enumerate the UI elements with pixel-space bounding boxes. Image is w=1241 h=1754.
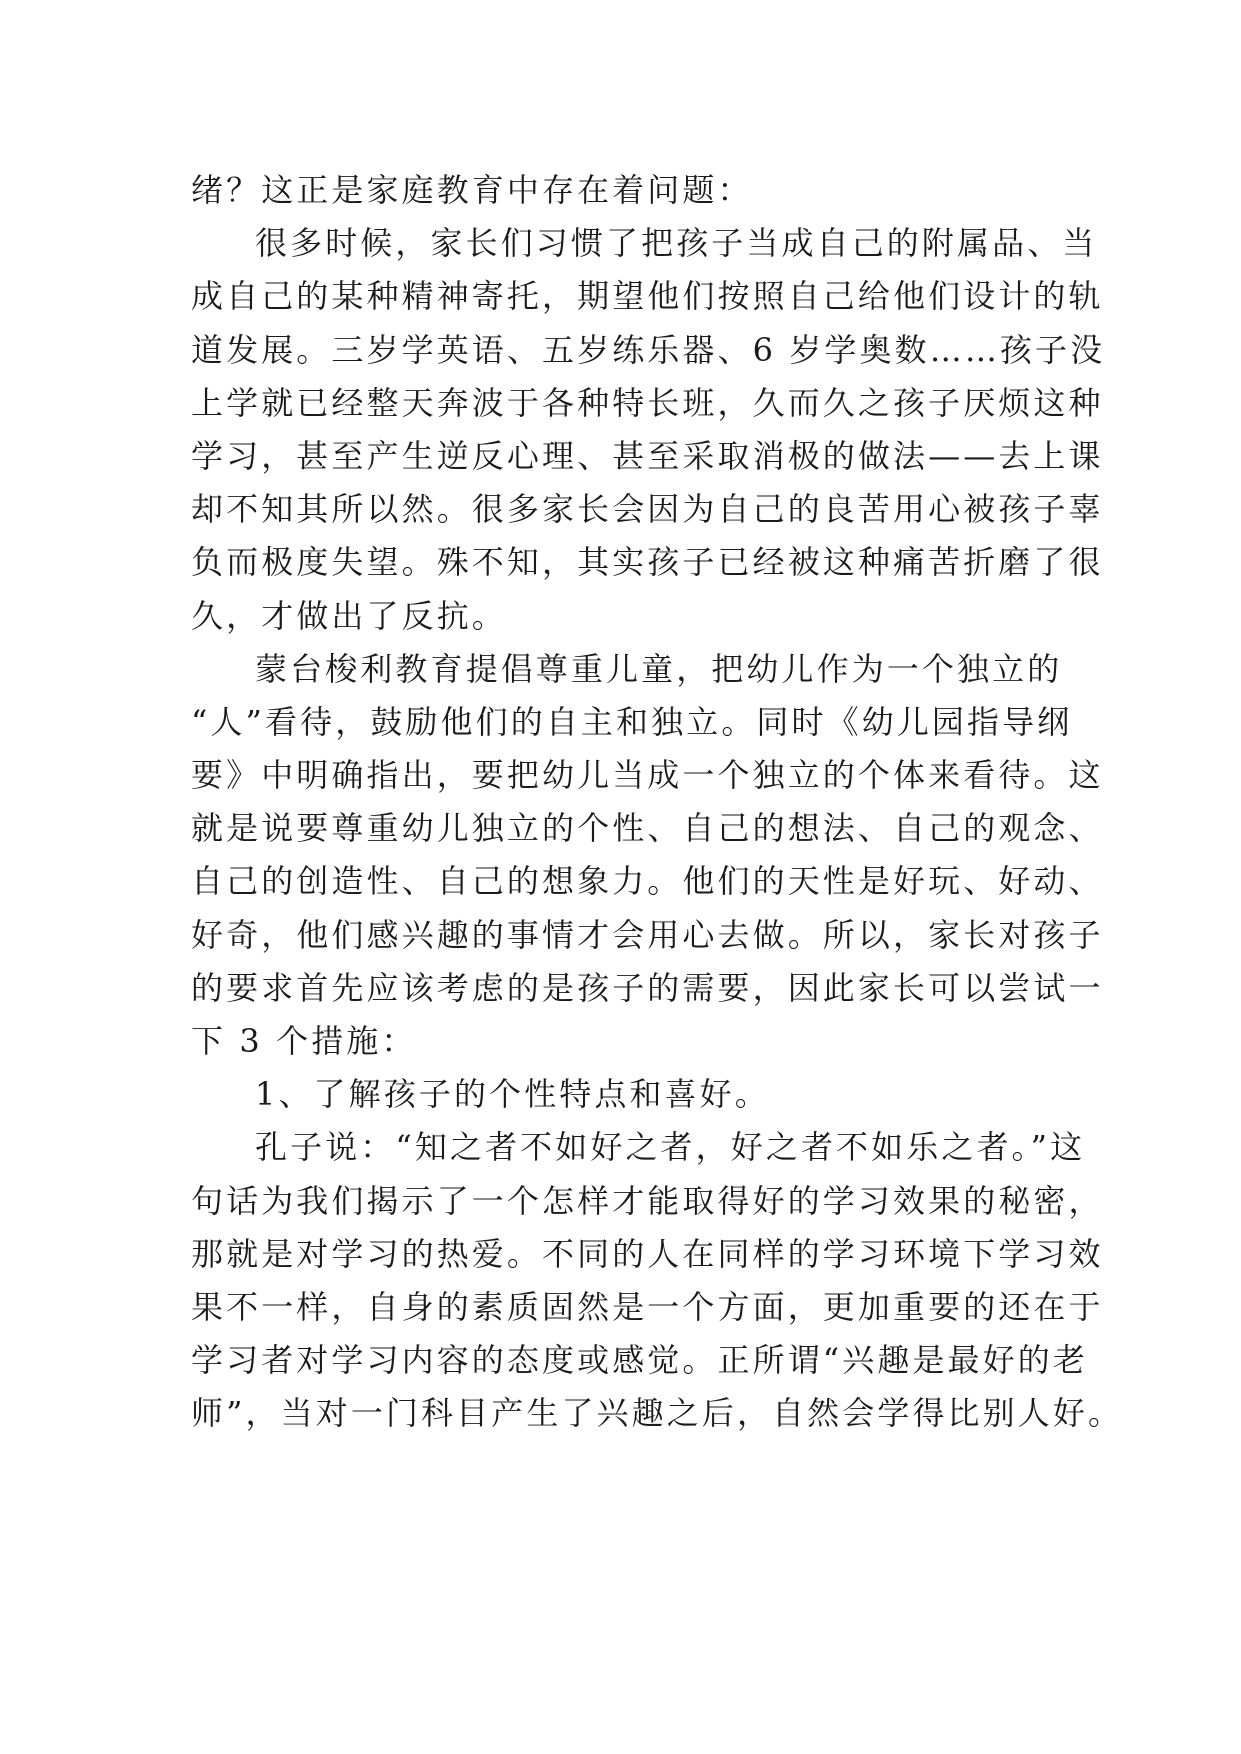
text-line: 下 3 个措施： — [191, 1022, 417, 1060]
text-line: 师”，当对一门科目产生了兴趣之后，自然会学得比别人好。 — [191, 1394, 1124, 1433]
text-line: 成自己的某种精神寄托，期望他们按照自己给他们设计的轨 — [191, 277, 1104, 316]
text-line: 上学就已经整天奔波于各种特长班，久而久之孩子厌烦这种 — [191, 383, 1104, 422]
paragraph-start-line: 很多时候，家长们习惯了把孩子当成自己的附属品、当 — [255, 224, 1098, 263]
text-line: 的要求首先应该考虑的是孩子的需要，因此家长可以尝试一 — [191, 968, 1104, 1007]
text-line: 学习，甚至产生逆反心理、甚至采取消极的做法——去上课 — [191, 436, 1104, 475]
text-line: 绪？这正是家庭教育中存在着问题： — [191, 171, 753, 209]
section-heading: 1、了解孩子的个性特点和喜好。 — [255, 1075, 770, 1114]
paragraph-start-line: 孔子说：“知之者不如好之者，好之者不如乐之者。”这 — [255, 1128, 1086, 1167]
text-line: “人”看待，鼓励他们的自主和独立。同时《幼儿园指导纲 — [191, 702, 1073, 741]
text-line: 却不知其所以然。很多家长会因为自己的良苦用心被孩子辜 — [191, 490, 1104, 529]
text-line: 就是说要尊重幼儿独立的个性、自己的想法、自己的观念、 — [191, 809, 1104, 848]
text-line: 果不一样，自身的素质固然是一个方面，更加重要的还在于 — [191, 1287, 1104, 1326]
paragraph-start-line: 蒙台梭利教育提倡尊重儿童，把幼儿作为一个独立的 — [255, 649, 1063, 688]
text-line: 句话为我们揭示了一个怎样才能取得好的学习效果的秘密， — [191, 1181, 1104, 1220]
text-line: 道发展。三岁学英语、五岁练乐器、6 岁学奥数……孩子没 — [191, 330, 1106, 369]
text-line: 自己的创造性、自己的想象力。他们的天性是好玩、好动、 — [191, 862, 1104, 901]
text-line: 久，才做出了反抗。 — [191, 596, 507, 635]
text-line: 负而极度失望。殊不知，其实孩子已经被这种痛苦折磨了很 — [191, 543, 1104, 582]
text-line: 那就是对学习的热爱。不同的人在同样的学习环境下学习效 — [191, 1234, 1104, 1273]
text-line: 好奇，他们感兴趣的事情才会用心去做。所以，家长对孩子 — [191, 915, 1104, 954]
text-line: 要》中明确指出，要把幼儿当成一个独立的个体来看待。这 — [191, 756, 1104, 795]
document-body — [191, 164, 1124, 1441]
text-line: 学习者对学习内容的态度或感觉。正所谓“兴趣是最好的老 — [191, 1341, 1088, 1380]
